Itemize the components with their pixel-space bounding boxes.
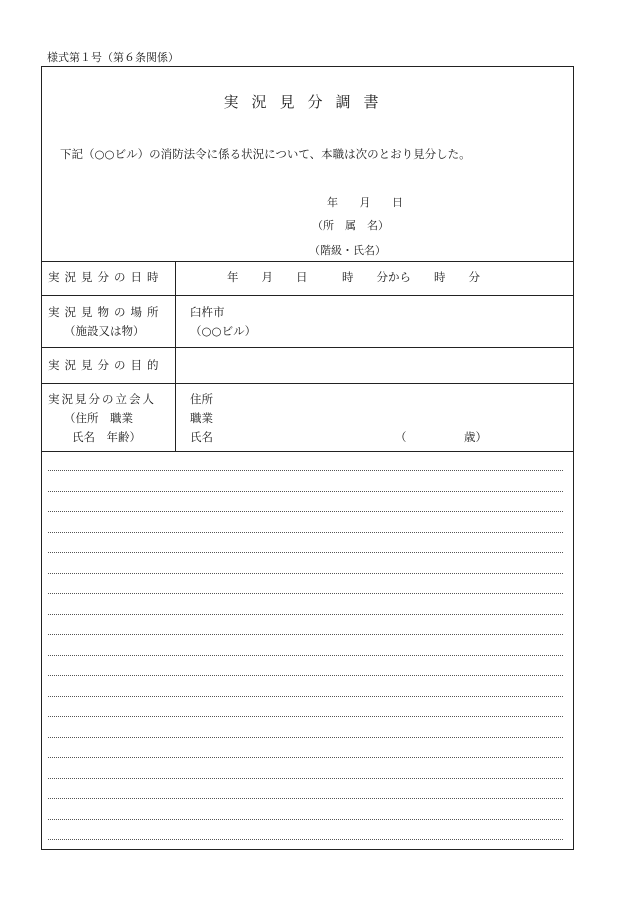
- ruled-line: [48, 675, 563, 676]
- witness-label: 実況見分の立会人: [48, 392, 156, 406]
- ruled-line: [48, 655, 563, 656]
- ruled-line: [48, 634, 563, 635]
- ruled-line: [48, 573, 563, 574]
- datetime-field[interactable]: 年 月 日 時 分から 時 分: [227, 270, 480, 284]
- witness-name-label: 氏名: [190, 430, 213, 444]
- ruled-line: [48, 819, 563, 820]
- inspection-report-form: [41, 66, 574, 850]
- affiliation-field[interactable]: （所 属 名）: [312, 219, 389, 232]
- ruled-line: [48, 511, 563, 512]
- witness-job-label: 職業: [190, 411, 213, 425]
- witness-sublabel-2: 氏名 年齢）: [72, 430, 141, 444]
- datetime-label: 実況見分の日時: [48, 270, 164, 284]
- ruled-line: [48, 839, 563, 840]
- rank-name-field[interactable]: （階級・氏名）: [309, 244, 386, 257]
- witness-address-label: 住所: [190, 392, 213, 406]
- table-top-border: [42, 261, 573, 262]
- place-city[interactable]: 臼杵市: [190, 305, 225, 319]
- purpose-label: 実況見分の目的: [48, 358, 164, 372]
- ruled-line: [48, 696, 563, 697]
- document-title: 実況見分調書: [223, 93, 392, 111]
- intro-statement: 下記（○○ビル）の消防法令に係る状況について、本職は次のとおり見分した。: [60, 147, 471, 161]
- row-divider: [42, 383, 573, 384]
- column-divider: [175, 261, 176, 451]
- table-bottom-border: [42, 451, 573, 452]
- ruled-line: [48, 552, 563, 553]
- ruled-line: [48, 491, 563, 492]
- report-date[interactable]: 年 月 日: [327, 196, 403, 209]
- ruled-line: [48, 798, 563, 799]
- place-sublabel: （施設又は物）: [64, 324, 145, 338]
- form-number-label: 様式第１号（第６条関係）: [47, 51, 179, 64]
- ruled-line: [48, 614, 563, 615]
- ruled-line: [48, 593, 563, 594]
- ruled-line: [48, 470, 563, 471]
- ruled-line: [48, 757, 563, 758]
- row-divider: [42, 295, 573, 296]
- place-label: 実況見物の場所: [48, 305, 164, 319]
- place-building[interactable]: （○○ビル）: [190, 324, 257, 338]
- ruled-line: [48, 716, 563, 717]
- witness-age-field[interactable]: （ 歳）: [395, 430, 487, 444]
- ruled-line: [48, 532, 563, 533]
- row-divider: [42, 347, 573, 348]
- witness-sublabel-1: （住所 職業: [64, 411, 133, 425]
- ruled-line: [48, 778, 563, 779]
- ruled-line: [48, 737, 563, 738]
